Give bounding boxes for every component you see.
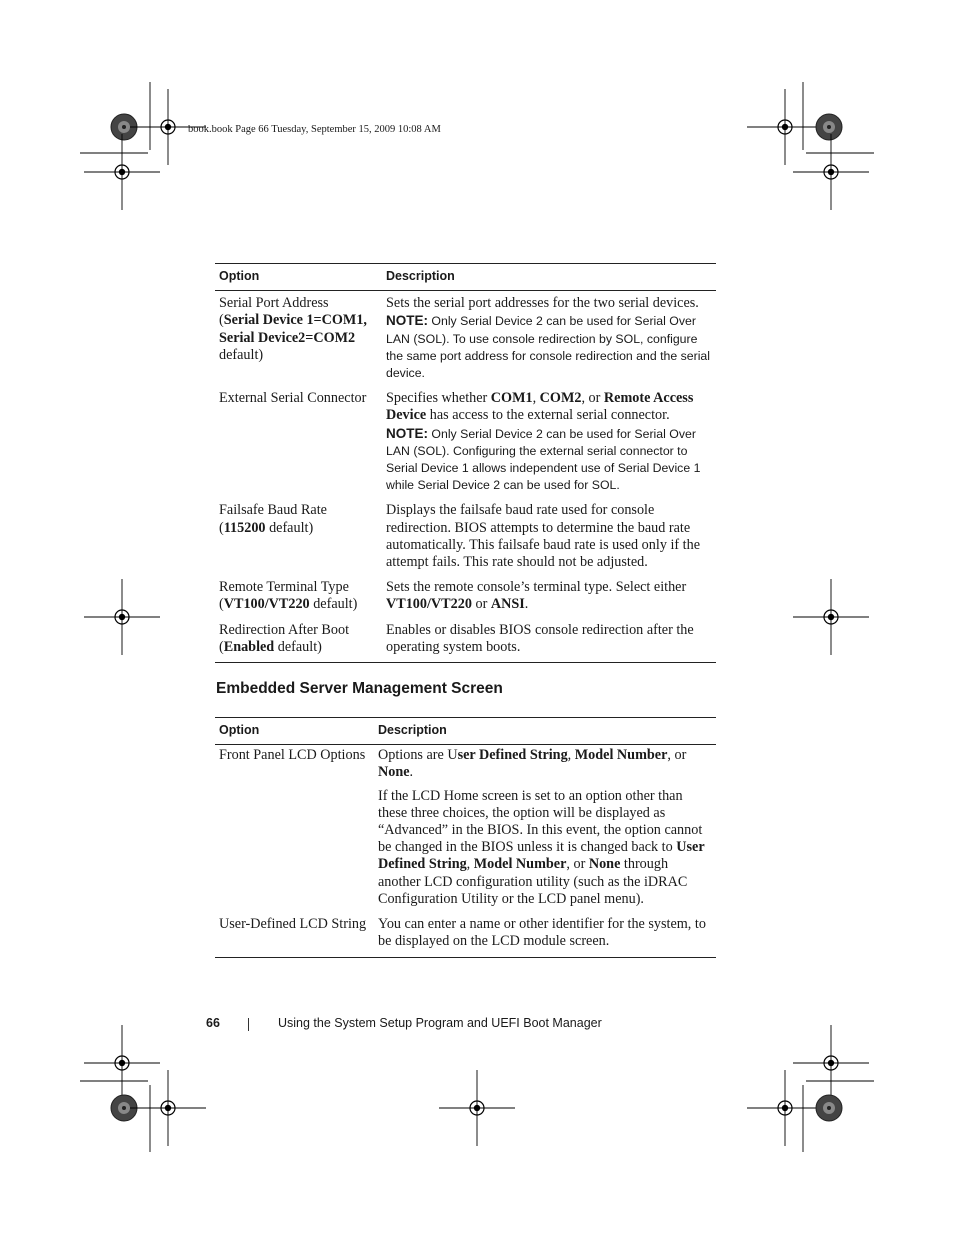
table-row xyxy=(215,291,716,389)
section-heading: Embedded Server Management Screen xyxy=(216,680,503,697)
option-cell: Serial Port Address (Serial Device 1=COM1, Serial Device2=COM2 default) xyxy=(219,295,367,363)
table-row xyxy=(215,500,716,578)
print-header: book.book Page 66 Tuesday, September 15, 2009 10:08 AM xyxy=(188,124,441,135)
option-cell: Redirection After Boot (Enabled default) xyxy=(215,621,382,663)
table-row xyxy=(215,388,716,500)
description-cell: Enables or disables BIOS console redirection after the operating system boots. xyxy=(382,621,716,663)
table-row xyxy=(215,621,716,663)
table-header-row xyxy=(215,718,716,745)
description-cell: Sets the serial port addresses for the two serial devices. NOTE: Only Serial Device 2 can be used for Serial Over LAN (SOL). To use console redirection by SOL, configure the same port address for console redirection and the serial device. xyxy=(382,291,716,389)
table-row xyxy=(215,915,716,958)
footer-title: Using the System Setup Program and UEFI Boot Manager xyxy=(278,1016,602,1030)
option-cell: Failsafe Baud Rate (115200 default) xyxy=(219,502,327,536)
note: NOTE: Only Serial Device 2 can be used for Serial Over LAN (SOL). To use console redirection by SOL, configure the same port address for console redirection and the serial device. xyxy=(386,313,710,381)
table-row xyxy=(215,745,716,915)
column-header-description: Description xyxy=(374,718,716,745)
description-cell: Specifies whether COM1, COM2, or Remote Access Device has access to the external serial connector. NOTE: Only Serial Device 2 can be used for Serial Over LAN (SOL). Configuring the external serial connector to Serial Device 1 allows independent use of Serial Device 1 while Serial Device 2 can be used for SOL. xyxy=(382,388,716,500)
description-cell: Options are User Defined String, Model Number, or None. If the LCD Home screen is set to an option other than these three choices, the option will be displayed as “Advanced” in the BIOS. In this event, the option cannot be changed in the BIOS unless it is changed back to User Defined String, Model Number, or None through another LCD configuration utility (such as the iDRAC Configuration Utility or the LCD panel menu). xyxy=(378,747,705,907)
description-cell: Sets the remote console’s terminal type. Select either VT100/VT220 or ANSI. xyxy=(386,579,687,613)
esm-options-table xyxy=(215,717,716,958)
description-cell: Displays the failsafe baud rate used for console redirection. BIOS attempts to determine the baud rate automatically. This failsafe baud rate is used only if the attempt fails. This rate should not be adjusted. xyxy=(386,502,701,571)
option-cell: External Serial Connector xyxy=(219,390,367,407)
column-header-description: Description xyxy=(382,264,716,291)
table-header-row xyxy=(215,264,716,291)
option-cell: Front Panel LCD Options xyxy=(219,747,366,764)
column-header-option: Option xyxy=(215,718,374,745)
note: NOTE: Only Serial Device 2 can be used for Serial Over LAN (SOL). Configuring the external serial connector to Serial Device 1 allows independent use of Serial Device 1 while Serial Device 2 can be used for SOL. xyxy=(386,425,701,493)
option-cell: Remote Terminal Type (VT100/VT220 default) xyxy=(219,579,358,613)
column-header-option: Option xyxy=(215,264,382,291)
page-number: 66 xyxy=(206,1016,220,1030)
table-row xyxy=(215,578,716,620)
serial-options-table xyxy=(215,263,716,663)
option-cell: User-Defined LCD String xyxy=(215,915,374,958)
footer-divider xyxy=(248,1018,249,1031)
description-cell: You can enter a name or other identifier for the system, to be displayed on the LCD module screen. xyxy=(374,915,716,958)
